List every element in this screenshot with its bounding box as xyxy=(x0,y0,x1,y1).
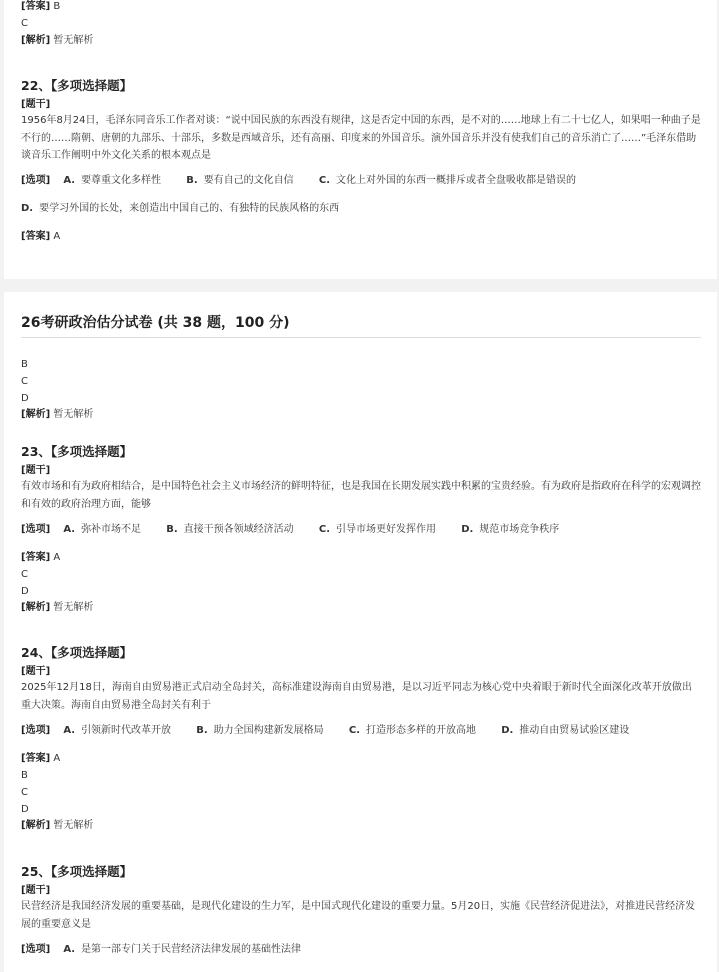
q22-option-c[interactable]: 文化上对外国的东西一概排斥或者全盘吸收都是错误的 xyxy=(336,175,576,186)
q23-analysis: [解析] 暂无解析 xyxy=(21,602,94,613)
q24-title: 24、【多项选择题】 xyxy=(21,645,133,660)
page-2 xyxy=(4,292,717,972)
top-answer: [答案] B xyxy=(21,1,61,12)
q25-option-a[interactable]: 是第一部专门关于民营经济法律发展的基础性法律 xyxy=(81,944,302,955)
q25-title: 25、【多项选择题】 xyxy=(21,864,133,879)
q22-answer: [答案] A xyxy=(21,231,61,242)
q22-option-a[interactable]: 要尊重文化多样性 xyxy=(81,175,162,186)
q24-option-d[interactable]: 推动自由贸易试验区建设 xyxy=(519,725,630,736)
carry-c: C xyxy=(21,376,28,387)
q25-options: [选项] A. 是第一部专门关于民营经济法律发展的基础性法律 xyxy=(21,944,302,955)
carry-analysis: [解析] 暂无解析 xyxy=(21,409,94,420)
q24-option-c[interactable]: 打造形态多样的开放高地 xyxy=(366,725,476,736)
q23-answer: [答案] A xyxy=(21,552,61,563)
q22-title: 22、【多项选择题】 xyxy=(21,78,133,93)
q22-options-2: D. 要学习外国的长处，来创造出中国自己的、有独特的民族风格的东西 xyxy=(21,203,340,214)
q23-extra-d: D xyxy=(21,586,29,597)
q23-option-d[interactable]: 规范市场竞争秩序 xyxy=(479,524,560,535)
q24-stem: 2025年12月18日，海南自由贸易港正式启动全岛封关，高标准建设海南自由贸易港，是以习近平同志为核心党中央着眼于新时代全面深化改革开放做出重大决策。海南自由贸易港全岛封关有利于 xyxy=(21,682,692,711)
page-title: 26考研政治估分试卷 (共 38 题，100 分) xyxy=(21,315,290,331)
q22-option-b[interactable]: 要有自己的文化自信 xyxy=(203,175,294,186)
q24-extra-c: C xyxy=(21,787,28,798)
carry-d: D xyxy=(21,393,29,404)
top-analysis: [解析] 暂无解析 xyxy=(21,35,94,46)
q24-extra-d: D xyxy=(21,804,29,815)
q23-options: [选项] A. 弥补市场不足 B. 直接干预各领域经济活动 C. 引导市场更好发挥作用 D. 规范市场竞争秩序 xyxy=(21,524,560,535)
q23-option-b[interactable]: 直接干预各领域经济活动 xyxy=(183,524,294,535)
q22-options: [选项] A. 要尊重文化多样性 B. 要有自己的文化自信 C. 文化上对外国的东西一概排斥或者全盘吸收都是错误的 xyxy=(21,175,576,186)
q23-option-a[interactable]: 弥补市场不足 xyxy=(81,524,142,535)
top-extra: C xyxy=(21,18,28,29)
q24-answer: [答案] A xyxy=(21,753,61,764)
q24-options: [选项] A. 引领新时代改革开放 B. 助力全国构建新发展格局 C. 打造形态多样的开放高地 D. 推动自由贸易试验区建设 xyxy=(21,725,630,736)
q22-stem: 1956年8月24日，毛泽东同音乐工作者对谈：“说中国民族的东西没有规律，这是否定中国的东西，是不对的……地球上有二十七亿人，如果唱一种曲子是不行的……隋朝、唐朝的九部乐、十部乐，多数是西域音乐，还有高丽、印度来的外国音乐。演外国音乐并没有使我们自己的音乐消亡了……”毛泽东借助谈音乐工作阐明中外文化关系的根本观点是 xyxy=(21,115,701,161)
q22-stem-label: [题干] xyxy=(21,99,51,110)
q23-stem: 有效市场和有为政府相结合，是中国特色社会主义市场经济的鲜明特征，也是我国在长期发展实践中积累的宝贵经验。有为政府是指政府在科学的宏观调控和有效的政府治理方面，能够 xyxy=(21,481,701,510)
page-1 xyxy=(4,0,717,279)
carry-b: B xyxy=(21,359,28,370)
q23-extra-c: C xyxy=(21,569,28,580)
title-divider xyxy=(21,337,701,338)
q22-option-d[interactable]: 要学习外国的长处，来创造出中国自己的、有独特的民族风格的东西 xyxy=(39,203,340,214)
q24-analysis: [解析] 暂无解析 xyxy=(21,820,94,831)
q24-option-a[interactable]: 引领新时代改革开放 xyxy=(81,725,172,736)
q25-stem-label: [题干] xyxy=(21,885,51,896)
q23-title: 23、【多项选择题】 xyxy=(21,444,133,459)
q25-stem: 民营经济是我国经济发展的重要基础，是现代化建设的生力军，是中国式现代化建设的重要力量。5月20日，实施《民营经济促进法》，对推进民营经济发展的重要意义是 xyxy=(21,901,696,930)
q24-extra-b: B xyxy=(21,770,28,781)
q24-option-b[interactable]: 助力全国构建新发展格局 xyxy=(213,725,324,736)
q24-stem-label: [题干] xyxy=(21,666,51,677)
q23-stem-label: [题干] xyxy=(21,465,51,476)
q23-option-c[interactable]: 引导市场更好发挥作用 xyxy=(336,524,436,535)
